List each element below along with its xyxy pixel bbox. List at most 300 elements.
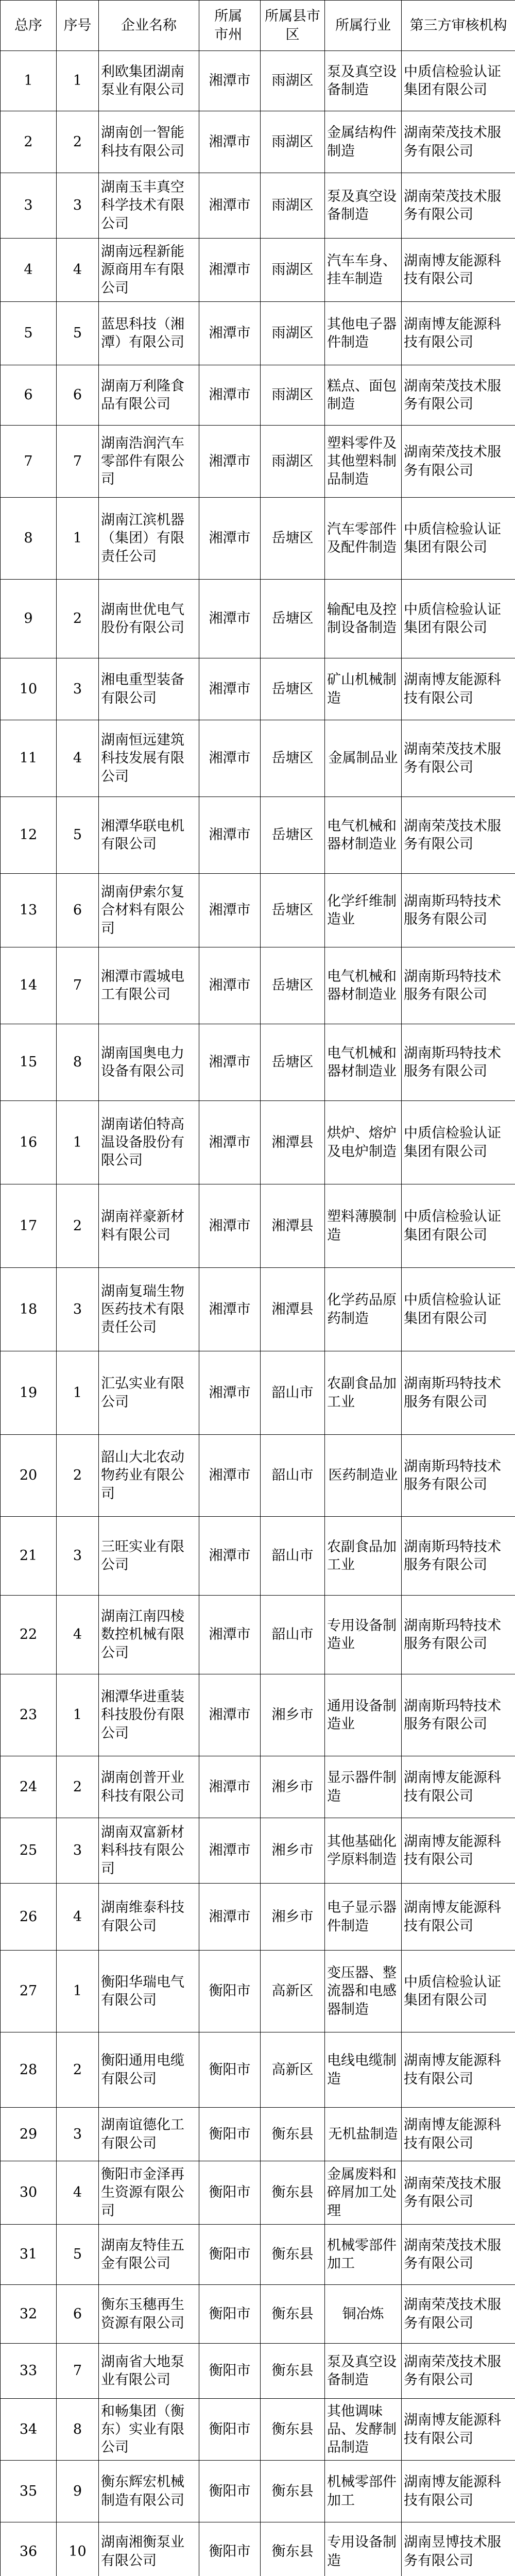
header-auditor: 第三方审核机构 [402, 1, 515, 51]
cell-auditor-text: 湖南荣茂技术服务有限公司 [404, 2353, 501, 2388]
cell-auditor-text: 湖南荣茂技术服务有限公司 [404, 188, 501, 223]
cell-county: 韶山市 [261, 1351, 325, 1435]
cell-total-no: 36 [1, 2522, 57, 2576]
cell-city: 衡阳市 [199, 2461, 261, 2522]
cell-total-no: 23 [1, 1674, 57, 1756]
cell-auditor-text: 湖南荣茂技术服务有限公司 [404, 125, 501, 159]
cell-auditor [402, 2032, 515, 2108]
cell-company-name-text: 湖南国奥电力设备有限公司 [101, 1045, 184, 1079]
cell-industry [325, 797, 402, 874]
table-row [1, 2344, 515, 2399]
cell-total-no: 14 [1, 947, 57, 1024]
cell-auditor [402, 2285, 515, 2344]
cell-company-name-text: 蓝思科技（湘潭）有限公司 [101, 316, 184, 350]
cell-company-name-text: 湖南双富新材料科技有限公司 [101, 1824, 184, 1877]
cell-total-no: 21 [1, 1517, 57, 1596]
cell-company-name-text: 湖南江滨机器（集团）有限责任公司 [101, 512, 184, 565]
cell-industry-text: 输配电及控制设备制造 [327, 601, 397, 636]
cell-city: 衡阳市 [199, 2285, 261, 2344]
table-header [1, 1, 515, 51]
cell-seq-no: 4 [57, 720, 99, 797]
header-row [1, 1, 515, 51]
cell-company-name [99, 1884, 199, 1951]
cell-auditor-text: 湖南昱博技术服务有限公司 [404, 2534, 501, 2569]
cell-auditor [402, 1884, 515, 1951]
cell-county: 岳塘区 [261, 658, 325, 720]
cell-industry-text: 化学药品原药制造 [327, 1292, 397, 1327]
cell-seq-no: 3 [57, 2108, 99, 2161]
cell-company-name [99, 658, 199, 720]
cell-industry [325, 51, 402, 111]
cell-total-no: 10 [1, 658, 57, 720]
cell-industry-text: 显示器件制造 [327, 1770, 397, 1804]
table-row [1, 947, 515, 1024]
cell-company-name [99, 2461, 199, 2522]
cell-city: 衡阳市 [199, 1951, 261, 2032]
table-row [1, 1818, 515, 1884]
cell-auditor-text: 湖南博友能源科技有限公司 [404, 672, 501, 706]
cell-county: 衡东县 [261, 2461, 325, 2522]
cell-company-name [99, 111, 199, 173]
cell-total-no: 18 [1, 1268, 57, 1351]
cell-auditor [402, 2399, 515, 2461]
cell-county: 衡东县 [261, 2225, 325, 2285]
cell-auditor [402, 2344, 515, 2399]
cell-auditor [402, 1596, 515, 1674]
cell-industry-text: 铜冶炼 [342, 2306, 384, 2322]
cell-city: 湘潭市 [199, 1674, 261, 1756]
cell-auditor-text: 湖南斯玛特技术服务有限公司 [404, 1617, 501, 1652]
cell-seq-no: 3 [57, 1517, 99, 1596]
cell-auditor-text: 湖南博友能源科技有限公司 [404, 2053, 501, 2087]
cell-auditor [402, 498, 515, 580]
cell-industry-text: 电气机械和器材制造业 [327, 1045, 397, 1079]
cell-auditor [402, 1756, 515, 1818]
cell-auditor-text: 湖南博友能源科技有限公司 [404, 2474, 501, 2509]
cell-county: 衡东县 [261, 2285, 325, 2344]
cell-city: 湘潭市 [199, 1756, 261, 1818]
cell-company-name [99, 1596, 199, 1674]
cell-county: 岳塘区 [261, 797, 325, 874]
cell-company-name-text: 衡东玉穗再生资源有限公司 [101, 2297, 184, 2331]
cell-auditor [402, 2461, 515, 2522]
cell-industry [325, 365, 402, 426]
cell-county: 衡东县 [261, 2108, 325, 2161]
cell-industry-text: 塑料薄膜制造 [327, 1209, 397, 1243]
cell-company-name-text: 湖南玉丰真空科学技术有限公司 [101, 179, 184, 232]
cell-industry [325, 874, 402, 947]
cell-seq-no: 8 [57, 2399, 99, 2461]
table-row [1, 2108, 515, 2161]
cell-county: 岳塘区 [261, 580, 325, 658]
table-row [1, 2032, 515, 2108]
cell-company-name-text: 利欧集团湖南泵业有限公司 [101, 63, 184, 98]
cell-company-name [99, 1024, 199, 1101]
cell-industry-text: 专用设备制造业 [327, 1617, 397, 1652]
cell-auditor [402, 658, 515, 720]
cell-company-name [99, 302, 199, 365]
cell-total-no: 19 [1, 1351, 57, 1435]
cell-industry [325, 498, 402, 580]
cell-company-name [99, 1101, 199, 1184]
cell-company-name-text: 衡东辉宏机械制造有限公司 [101, 2474, 184, 2509]
cell-industry [325, 658, 402, 720]
cell-company-name-text: 湖南世优电气股份有限公司 [101, 601, 184, 636]
cell-company-name-text: 湖南谊德化工有限公司 [101, 2117, 184, 2151]
cell-company-name [99, 874, 199, 947]
cell-company-name-text: 湘潭华进重装科技股份有限公司 [101, 1689, 184, 1741]
cell-county: 衡东县 [261, 2399, 325, 2461]
table-row [1, 1184, 515, 1268]
cell-company-name [99, 1268, 199, 1351]
cell-industry [325, 580, 402, 658]
cell-total-no: 29 [1, 2108, 57, 2161]
cell-auditor [402, 1351, 515, 1435]
cell-industry-text: 医药制造业 [328, 1467, 398, 1484]
cell-company-name-text: 湖南恒远建筑科技发展有限公司 [101, 732, 184, 785]
cell-company-name [99, 2344, 199, 2399]
cell-industry [325, 2161, 402, 2225]
cell-county: 雨湖区 [261, 173, 325, 239]
cell-industry [325, 2461, 402, 2522]
cell-seq-no: 1 [57, 1951, 99, 2032]
cell-company-name-text: 湖南浩润汽车零部件有限公司 [101, 435, 184, 488]
cell-seq-no: 6 [57, 874, 99, 947]
table-row [1, 797, 515, 874]
cell-county: 湘乡市 [261, 1818, 325, 1884]
cell-industry [325, 239, 402, 302]
table-row [1, 658, 515, 720]
cell-industry-text: 其他电子器件制造 [327, 316, 397, 350]
cell-seq-no: 6 [57, 365, 99, 426]
table-row [1, 2285, 515, 2344]
cell-company-name-text: 衡阳市金泽再生资源有限公司 [101, 2166, 184, 2219]
cell-county: 雨湖区 [261, 302, 325, 365]
cell-company-name [99, 1184, 199, 1268]
cell-total-no: 1 [1, 51, 57, 111]
cell-company-name-text: 湖南万利隆食品有限公司 [101, 378, 184, 412]
cell-company-name-text: 湖南创普开业科技有限公司 [101, 1770, 184, 1804]
cell-seq-no: 1 [57, 1351, 99, 1435]
cell-company-name-text: 湖南江南四棱数控机械有限公司 [101, 1608, 184, 1661]
cell-company-name [99, 1517, 199, 1596]
table-row [1, 2399, 515, 2461]
cell-industry-text: 泵及真空设备制造 [327, 63, 397, 98]
cell-industry-text: 泵及真空设备制造 [327, 2353, 397, 2388]
cell-auditor-text: 中质信检验认证集团有限公司 [404, 63, 501, 98]
cell-company-name [99, 1756, 199, 1818]
cell-auditor [402, 51, 515, 111]
cell-company-name-text: 湖南创一智能科技有限公司 [101, 125, 184, 159]
cell-company-name [99, 797, 199, 874]
cell-seq-no: 4 [57, 1596, 99, 1674]
cell-industry [325, 2285, 402, 2344]
cell-county: 韶山市 [261, 1435, 325, 1517]
cell-total-no: 32 [1, 2285, 57, 2344]
cell-seq-no: 2 [57, 1435, 99, 1517]
cell-city: 湘潭市 [199, 1351, 261, 1435]
table-row [1, 426, 515, 498]
cell-auditor [402, 2522, 515, 2576]
cell-company-name [99, 1674, 199, 1756]
cell-county: 湘潭县 [261, 1184, 325, 1268]
cell-county: 雨湖区 [261, 426, 325, 498]
cell-county: 衡东县 [261, 2344, 325, 2399]
cell-city: 湘潭市 [199, 1184, 261, 1268]
cell-total-no: 6 [1, 365, 57, 426]
cell-total-no: 15 [1, 1024, 57, 1101]
cell-city: 衡阳市 [199, 2225, 261, 2285]
cell-industry [325, 1674, 402, 1756]
cell-seq-no: 1 [57, 1101, 99, 1184]
cell-city: 衡阳市 [199, 2399, 261, 2461]
cell-total-no: 26 [1, 1884, 57, 1951]
cell-city: 湘潭市 [199, 426, 261, 498]
cell-seq-no: 2 [57, 111, 99, 173]
cell-auditor [402, 1951, 515, 2032]
cell-auditor [402, 1435, 515, 1517]
cell-auditor [402, 1674, 515, 1756]
cell-city: 湘潭市 [199, 1884, 261, 1951]
cell-seq-no: 1 [57, 498, 99, 580]
cell-city: 湘潭市 [199, 1024, 261, 1101]
cell-auditor-text: 湖南斯玛特技术服务有限公司 [404, 1045, 501, 1079]
cell-company-name [99, 498, 199, 580]
cell-auditor-text: 中质信检验认证集团有限公司 [404, 601, 501, 636]
cell-auditor [402, 874, 515, 947]
cell-city: 衡阳市 [199, 2522, 261, 2576]
cell-industry-text: 电气机械和器材制造业 [327, 968, 397, 1003]
cell-total-no: 2 [1, 111, 57, 173]
table-row [1, 111, 515, 173]
cell-industry-text: 金属废料和碎屑加工处理 [327, 2166, 397, 2219]
cell-company-name-text: 汇弘实业有限公司 [101, 1376, 184, 1410]
cell-auditor [402, 1101, 515, 1184]
cell-auditor [402, 302, 515, 365]
cell-auditor-text: 湖南博友能源科技有限公司 [404, 2117, 501, 2151]
cell-industry [325, 2399, 402, 2461]
table-row [1, 173, 515, 239]
cell-auditor-text: 湖南荣茂技术服务有限公司 [404, 2237, 501, 2272]
cell-seq-no: 8 [57, 1024, 99, 1101]
header-total-no: 总序 [1, 1, 57, 51]
cell-auditor-text: 中质信检验认证集团有限公司 [404, 1209, 501, 1243]
cell-auditor [402, 947, 515, 1024]
cell-company-name [99, 365, 199, 426]
table-row [1, 874, 515, 947]
header-company-name: 企业名称 [99, 1, 199, 51]
cell-industry-text: 无机盐制造 [328, 2126, 398, 2142]
cell-company-name-text: 和畅集团（衡东）实业有限公司 [101, 2403, 184, 2456]
cell-city: 衡阳市 [199, 2344, 261, 2399]
cell-seq-no: 2 [57, 1184, 99, 1268]
cell-company-name [99, 2285, 199, 2344]
cell-industry [325, 2344, 402, 2399]
cell-industry-text: 汽车车身、挂车制造 [327, 252, 397, 287]
cell-total-no: 9 [1, 580, 57, 658]
cell-company-name [99, 2108, 199, 2161]
cell-industry-text: 金属结构件制造 [327, 125, 397, 159]
cell-auditor-text: 湖南斯玛特技术服务有限公司 [404, 968, 501, 1003]
table-row [1, 302, 515, 365]
cell-industry [325, 302, 402, 365]
cell-company-name [99, 2399, 199, 2461]
table-row [1, 1435, 515, 1517]
cell-seq-no: 3 [57, 1818, 99, 1884]
cell-auditor [402, 1024, 515, 1101]
cell-seq-no: 7 [57, 947, 99, 1024]
cell-industry [325, 1596, 402, 1674]
cell-county: 岳塘区 [261, 720, 325, 797]
cell-seq-no: 10 [57, 2522, 99, 2576]
cell-auditor-text: 湖南荣茂技术服务有限公司 [404, 444, 501, 479]
table-row [1, 1268, 515, 1351]
cell-county: 湘乡市 [261, 1674, 325, 1756]
table-row [1, 580, 515, 658]
cell-industry [325, 1184, 402, 1268]
cell-city: 湘潭市 [199, 1517, 261, 1596]
cell-seq-no: 9 [57, 2461, 99, 2522]
cell-seq-no: 5 [57, 2225, 99, 2285]
cell-county: 衡东县 [261, 2161, 325, 2225]
table-row [1, 1351, 515, 1435]
cell-company-name [99, 1435, 199, 1517]
cell-industry [325, 1351, 402, 1435]
cell-auditor [402, 1517, 515, 1596]
cell-county: 雨湖区 [261, 365, 325, 426]
cell-county: 岳塘区 [261, 498, 325, 580]
cell-total-no: 4 [1, 239, 57, 302]
cell-county: 衡东县 [261, 2522, 325, 2576]
table-row [1, 2225, 515, 2285]
cell-company-name-text: 湖南祥豪新材料有限公司 [101, 1209, 184, 1243]
cell-total-no: 12 [1, 797, 57, 874]
cell-seq-no: 7 [57, 426, 99, 498]
header-seq-no: 序号 [57, 1, 99, 51]
cell-seq-no: 3 [57, 173, 99, 239]
cell-auditor [402, 2225, 515, 2285]
table-row [1, 239, 515, 302]
cell-auditor-text: 中质信检验认证集团有限公司 [404, 1292, 501, 1327]
cell-total-no: 5 [1, 302, 57, 365]
cell-auditor [402, 797, 515, 874]
cell-auditor [402, 720, 515, 797]
cell-industry-text: 机械零部件加工 [327, 2474, 397, 2509]
cell-total-no: 13 [1, 874, 57, 947]
cell-county: 高新区 [261, 1951, 325, 2032]
cell-city: 湘潭市 [199, 580, 261, 658]
cell-auditor-text: 湖南斯玛特技术服务有限公司 [404, 1538, 501, 1573]
cell-industry-text: 塑料零件及其他塑料制品制造 [327, 435, 397, 488]
cell-industry [325, 2522, 402, 2576]
cell-auditor [402, 580, 515, 658]
cell-county: 雨湖区 [261, 111, 325, 173]
cell-city: 衡阳市 [199, 2108, 261, 2161]
cell-industry-text: 汽车零部件及配件制造 [327, 521, 397, 555]
cell-auditor [402, 239, 515, 302]
cell-company-name [99, 2161, 199, 2225]
cell-auditor-text: 湖南博友能源科技有限公司 [404, 2412, 501, 2447]
cell-seq-no: 3 [57, 1268, 99, 1351]
cell-company-name-text: 衡阳华瑞电气有限公司 [101, 1974, 184, 2008]
cell-company-name-text: 湖南诺伯特高温设备股份有限公司 [101, 1116, 184, 1169]
cell-city: 衡阳市 [199, 2161, 261, 2225]
cell-city: 衡阳市 [199, 2032, 261, 2108]
cell-city: 湘潭市 [199, 720, 261, 797]
cell-city: 湘潭市 [199, 658, 261, 720]
cell-industry-text: 农副食品加工业 [327, 1376, 397, 1410]
cell-company-name-text: 湘电重型装备有限公司 [101, 672, 184, 706]
cell-industry-text: 其他调味品、发酵制品制造 [327, 2403, 397, 2456]
cell-auditor-text: 湖南斯玛特技术服务有限公司 [404, 1698, 501, 1732]
cell-industry-text: 农副食品加工业 [327, 1538, 397, 1573]
cell-county: 高新区 [261, 2032, 325, 2108]
cell-company-name [99, 947, 199, 1024]
table-row [1, 1024, 515, 1101]
cell-company-name-text: 湖南伊索尔复合材料有限公司 [101, 884, 184, 937]
cell-total-no: 31 [1, 2225, 57, 2285]
cell-industry [325, 173, 402, 239]
cell-industry [325, 111, 402, 173]
cell-industry-text: 金属制品业 [328, 750, 398, 767]
cell-auditor-text: 湖南斯玛特技术服务有限公司 [404, 1458, 501, 1493]
cell-total-no: 24 [1, 1756, 57, 1818]
cell-auditor [402, 2108, 515, 2161]
cell-company-name-text: 湖南复瑞生物医药技术有限责任公司 [101, 1283, 184, 1336]
table-row [1, 2461, 515, 2522]
table-row [1, 51, 515, 111]
cell-industry-text: 电气机械和器材制造业 [327, 818, 397, 852]
cell-auditor-text: 中质信检验认证集团有限公司 [404, 521, 501, 555]
table-row [1, 2161, 515, 2225]
cell-county: 韶山市 [261, 1517, 325, 1596]
cell-auditor-text: 湖南博友能源科技有限公司 [404, 1900, 501, 1934]
table-row [1, 2522, 515, 2576]
cell-auditor-text: 湖南荣茂技术服务有限公司 [404, 2297, 501, 2331]
cell-industry-text: 糕点、面包制造 [327, 378, 397, 412]
cell-company-name-text: 韶山大北农动物药业有限公司 [101, 1449, 184, 1502]
cell-total-no: 11 [1, 720, 57, 797]
cell-company-name [99, 580, 199, 658]
cell-industry [325, 1884, 402, 1951]
header-city [199, 1, 261, 51]
cell-industry-text: 烘炉、熔炉及电炉制造 [327, 1125, 397, 1160]
cell-industry-text: 通用设备制造业 [327, 1698, 397, 1732]
cell-seq-no: 6 [57, 2285, 99, 2344]
cell-county: 岳塘区 [261, 947, 325, 1024]
cell-auditor-text: 湖南博友能源科技有限公司 [404, 316, 501, 350]
cell-industry-text: 专用设备制造 [327, 2534, 397, 2569]
cell-city: 湘潭市 [199, 1101, 261, 1184]
cell-auditor-text: 湖南博友能源科技有限公司 [404, 1833, 501, 1868]
cell-industry [325, 1024, 402, 1101]
cell-industry-text: 变压器、整流器和电感器制造 [327, 1965, 397, 2018]
cell-county: 湘潭县 [261, 1101, 325, 1184]
cell-company-name [99, 1951, 199, 2032]
cell-total-no: 3 [1, 173, 57, 239]
cell-company-name-text: 衡阳通用电缆有限公司 [101, 2053, 184, 2087]
cell-total-no: 35 [1, 2461, 57, 2522]
table-row [1, 1674, 515, 1756]
cell-company-name [99, 426, 199, 498]
cell-company-name-text: 湖南远程新能源商用车有限公司 [101, 244, 184, 296]
header-industry: 所属行业 [325, 1, 402, 51]
cell-industry [325, 1756, 402, 1818]
cell-city: 湘潭市 [199, 947, 261, 1024]
cell-county: 湘乡市 [261, 1884, 325, 1951]
cell-industry-text: 机械零部件加工 [327, 2237, 397, 2272]
cell-company-name [99, 173, 199, 239]
